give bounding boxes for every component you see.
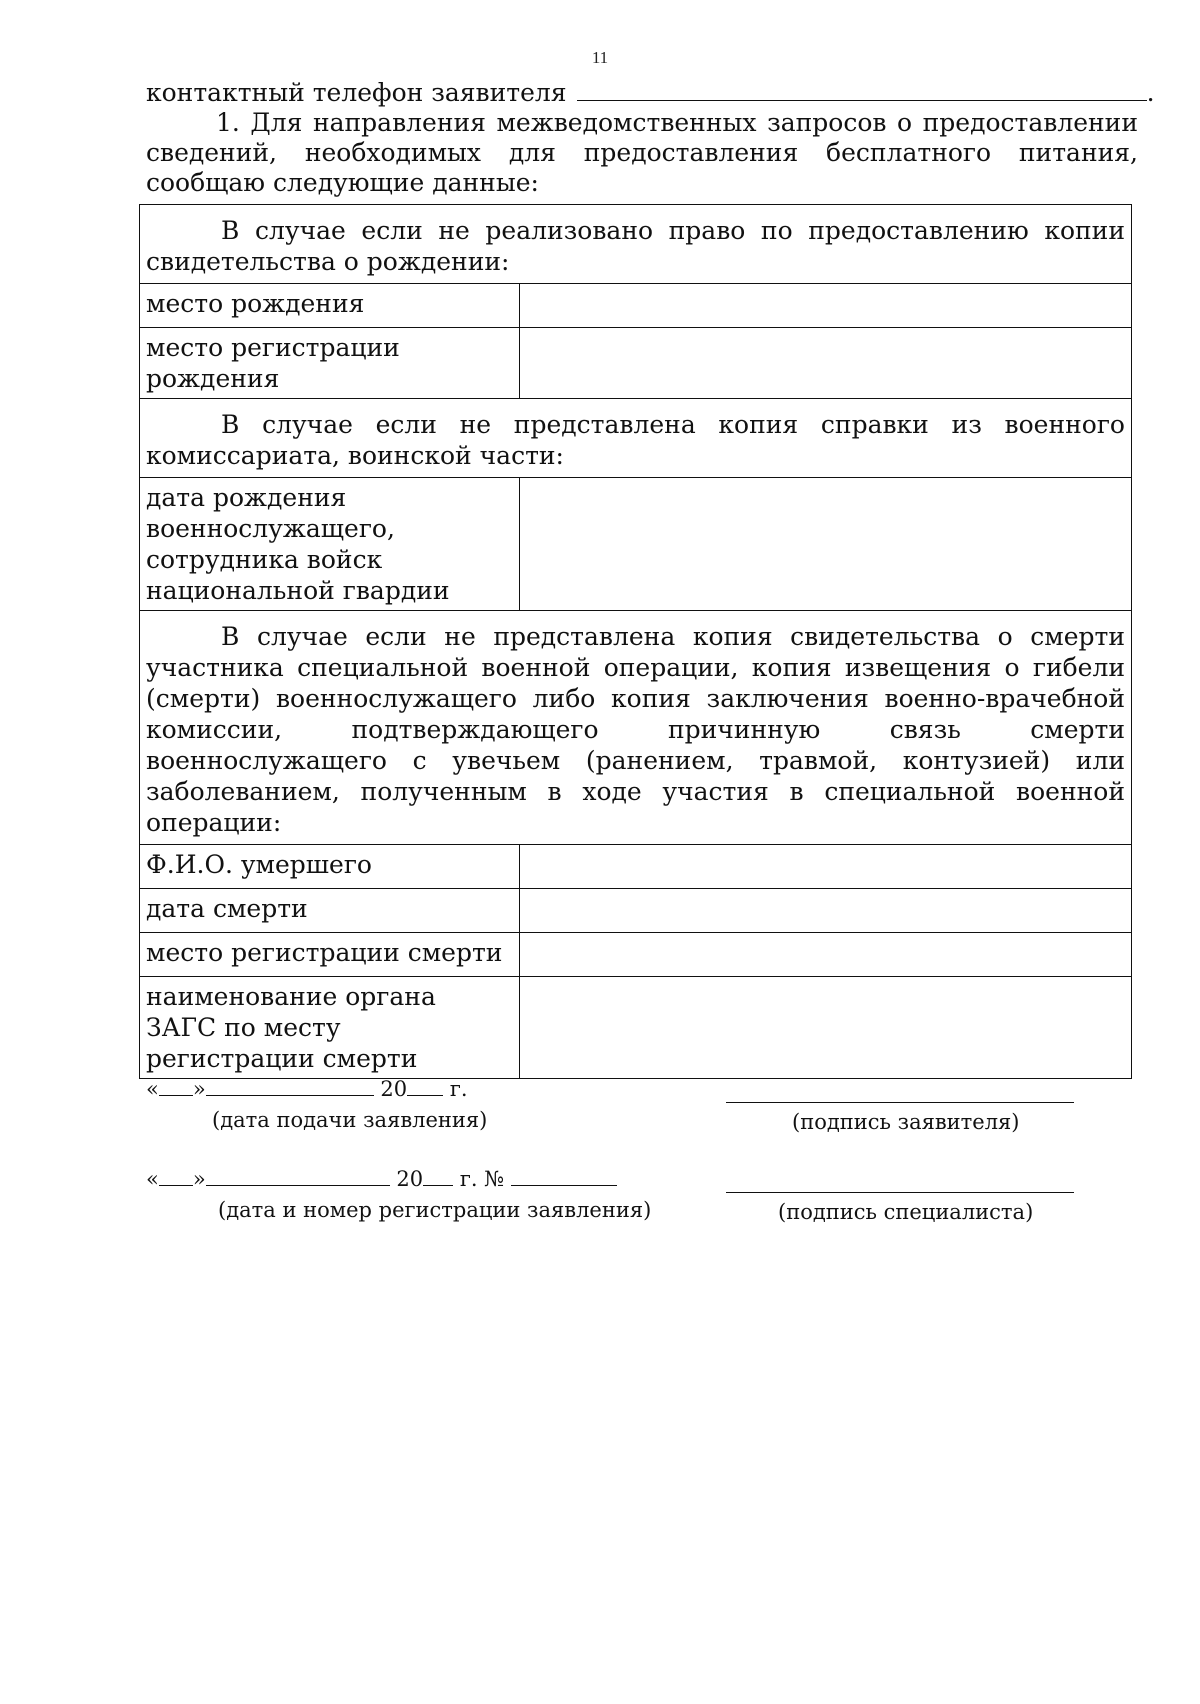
- row-value-field[interactable]: [520, 889, 1132, 933]
- month-blank[interactable]: [206, 1165, 390, 1186]
- application-date-line: [146, 1075, 468, 1101]
- applicant-caption: (подпись заявителя): [792, 1110, 1020, 1134]
- row-value-field[interactable]: [520, 328, 1132, 399]
- year-blank[interactable]: [407, 1075, 443, 1096]
- row-label: место рождения: [140, 284, 520, 328]
- row-value-field[interactable]: [520, 845, 1132, 889]
- number-sign: г. №: [459, 1167, 505, 1191]
- phone-input-line[interactable]: [577, 76, 1147, 101]
- phone-label: контактный телефон заявителя: [146, 78, 567, 107]
- phone-end: .: [1146, 78, 1155, 107]
- row-label: дата смерти: [140, 889, 520, 933]
- row-label: Ф.И.О. умершего: [140, 845, 520, 889]
- specialist-caption: (подпись специалиста): [778, 1200, 1034, 1224]
- row-label: наименование органа ЗАГС по месту регистрации смерти: [140, 977, 520, 1079]
- open-quote: «: [146, 1167, 159, 1191]
- section-heading-military: В случае если не представлена копия справки из военного комиссариата, воинской части:: [140, 399, 1132, 478]
- data-table: [139, 204, 1132, 1079]
- month-blank[interactable]: [206, 1075, 374, 1096]
- year-suffix: г.: [449, 1077, 468, 1101]
- specialist-signature-line[interactable]: [726, 1192, 1074, 1193]
- year-prefix: 20: [396, 1167, 424, 1191]
- registration-date-line: [146, 1165, 617, 1191]
- year-prefix: 20: [380, 1077, 408, 1101]
- applicant-signature-line[interactable]: [726, 1102, 1074, 1103]
- day-blank[interactable]: [159, 1165, 193, 1186]
- year-blank[interactable]: [423, 1165, 453, 1186]
- row-value-field[interactable]: [520, 977, 1132, 1079]
- intro-paragraph: 1. Для направления межведомственных запросов о предоставлении сведений, необходимых для предоставления бесплатного питания, сообщаю следующие данные:: [146, 108, 1138, 197]
- registration-caption: (дата и номер регистрации заявления): [218, 1198, 652, 1222]
- section-heading-birth: В случае если не реализовано право по предоставлению копии свидетельства о рождении:: [140, 205, 1132, 284]
- registration-number-blank[interactable]: [511, 1165, 617, 1186]
- phone-line: [146, 76, 1155, 108]
- date-caption: (дата подачи заявления): [212, 1108, 488, 1132]
- close-quote: »: [192, 1167, 206, 1191]
- row-value-field[interactable]: [520, 933, 1132, 977]
- row-value-field[interactable]: [520, 284, 1132, 328]
- page-number: 11: [591, 48, 609, 67]
- row-value-field[interactable]: [520, 478, 1132, 611]
- open-quote: «: [146, 1077, 159, 1101]
- close-quote: »: [192, 1077, 206, 1101]
- row-label: дата рождения военнослужащего, сотрудника войск национальной гвардии: [140, 478, 520, 611]
- row-label: место регистрации рождения: [140, 328, 520, 399]
- day-blank[interactable]: [159, 1075, 193, 1096]
- row-label: место регистрации смерти: [140, 933, 520, 977]
- section-heading-death: В случае если не представлена копия свидетельства о смерти участника специальной военной операции, копия извещения о гибели (смерти) военнослужащего либо копия заключения военно-врачебной комиссии, подтверждающего причинную связь смерти военнослужащего с увечьем (ранением, травмой, контузией) или заболеванием, полученным в ходе участия в специальной военной операции:: [140, 611, 1132, 845]
